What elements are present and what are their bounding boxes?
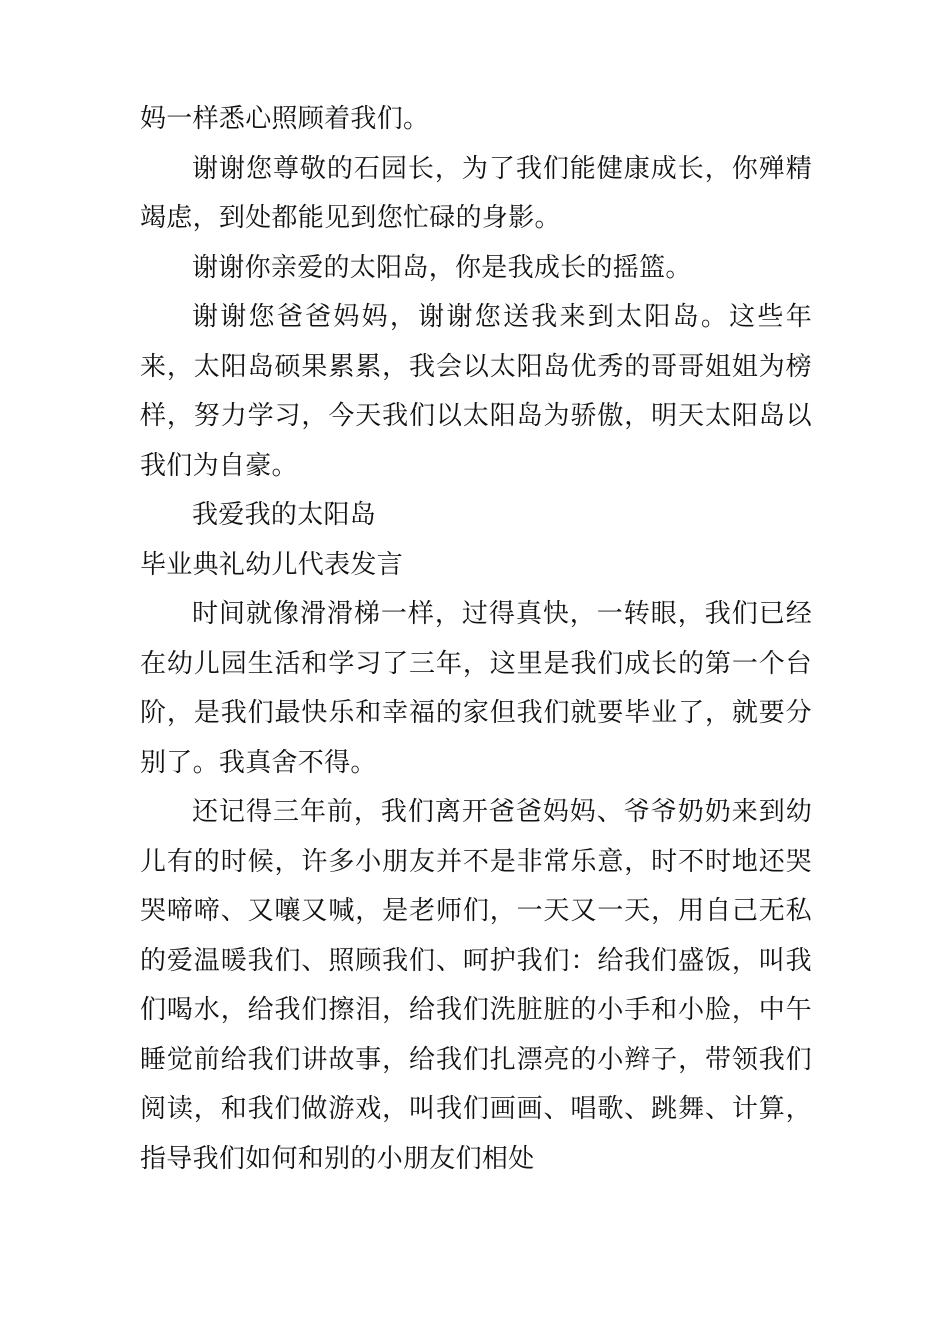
document-body <box>140 95 812 1184</box>
paragraph-memories: 还记得三年前，我们离开爸爸妈妈、爷爷奶奶来到幼儿有的时候，许多小朋友并不是非常乐意，时不时地还哭哭啼啼、又嚷又喊，是老师们，一天又一天，用自己无私的爱温暖我们、照顾我们、呵护我们：给我们盛饭，叫我们喝水，给我们擦泪，给我们洗脏脏的小手和小脸，中午睡觉前给我们讲故事，给我们扎漂亮的小辫子，带领我们阅读，和我们做游戏，叫我们画画、唱歌、跳舞、计算，指导我们如何和别的小朋友们相处 <box>140 797 812 1174</box>
paragraph-continuation: 妈一样悉心照顾着我们。 <box>140 104 430 134</box>
paragraph-closing-line: 我爱我的太阳岛 <box>192 500 377 530</box>
section-heading: 毕业典礼幼儿代表发言 <box>140 549 404 580</box>
paragraph-thanks-sun-island: 谢谢你亲爱的太阳岛，你是我成长的摇篮。 <box>192 252 692 283</box>
paragraph-thanks-parents: 谢谢您爸爸妈妈，谢谢您送我来到太阳岛。这些年来，太阳岛硕果累累，我会以太阳岛优秀的哥哥姐姐为榜样，努力学习，今天我们以太阳岛为骄傲，明天太阳岛以我们为自豪。 <box>140 302 812 481</box>
paragraph-thanks-principal: 谢谢您尊敬的石园长，为了我们能健康成长，你殚精竭虑，到处都能见到您忙碌的身影。 <box>140 153 812 233</box>
paragraph-time-flies: 时间就像滑滑梯一样，过得真快，一转眼，我们已经在幼儿园生活和学习了三年，这里是我们成长的第一个台阶，是我们最快乐和幸福的家但我们就要毕业了，就要分别了。我真舍不得。 <box>140 599 812 778</box>
